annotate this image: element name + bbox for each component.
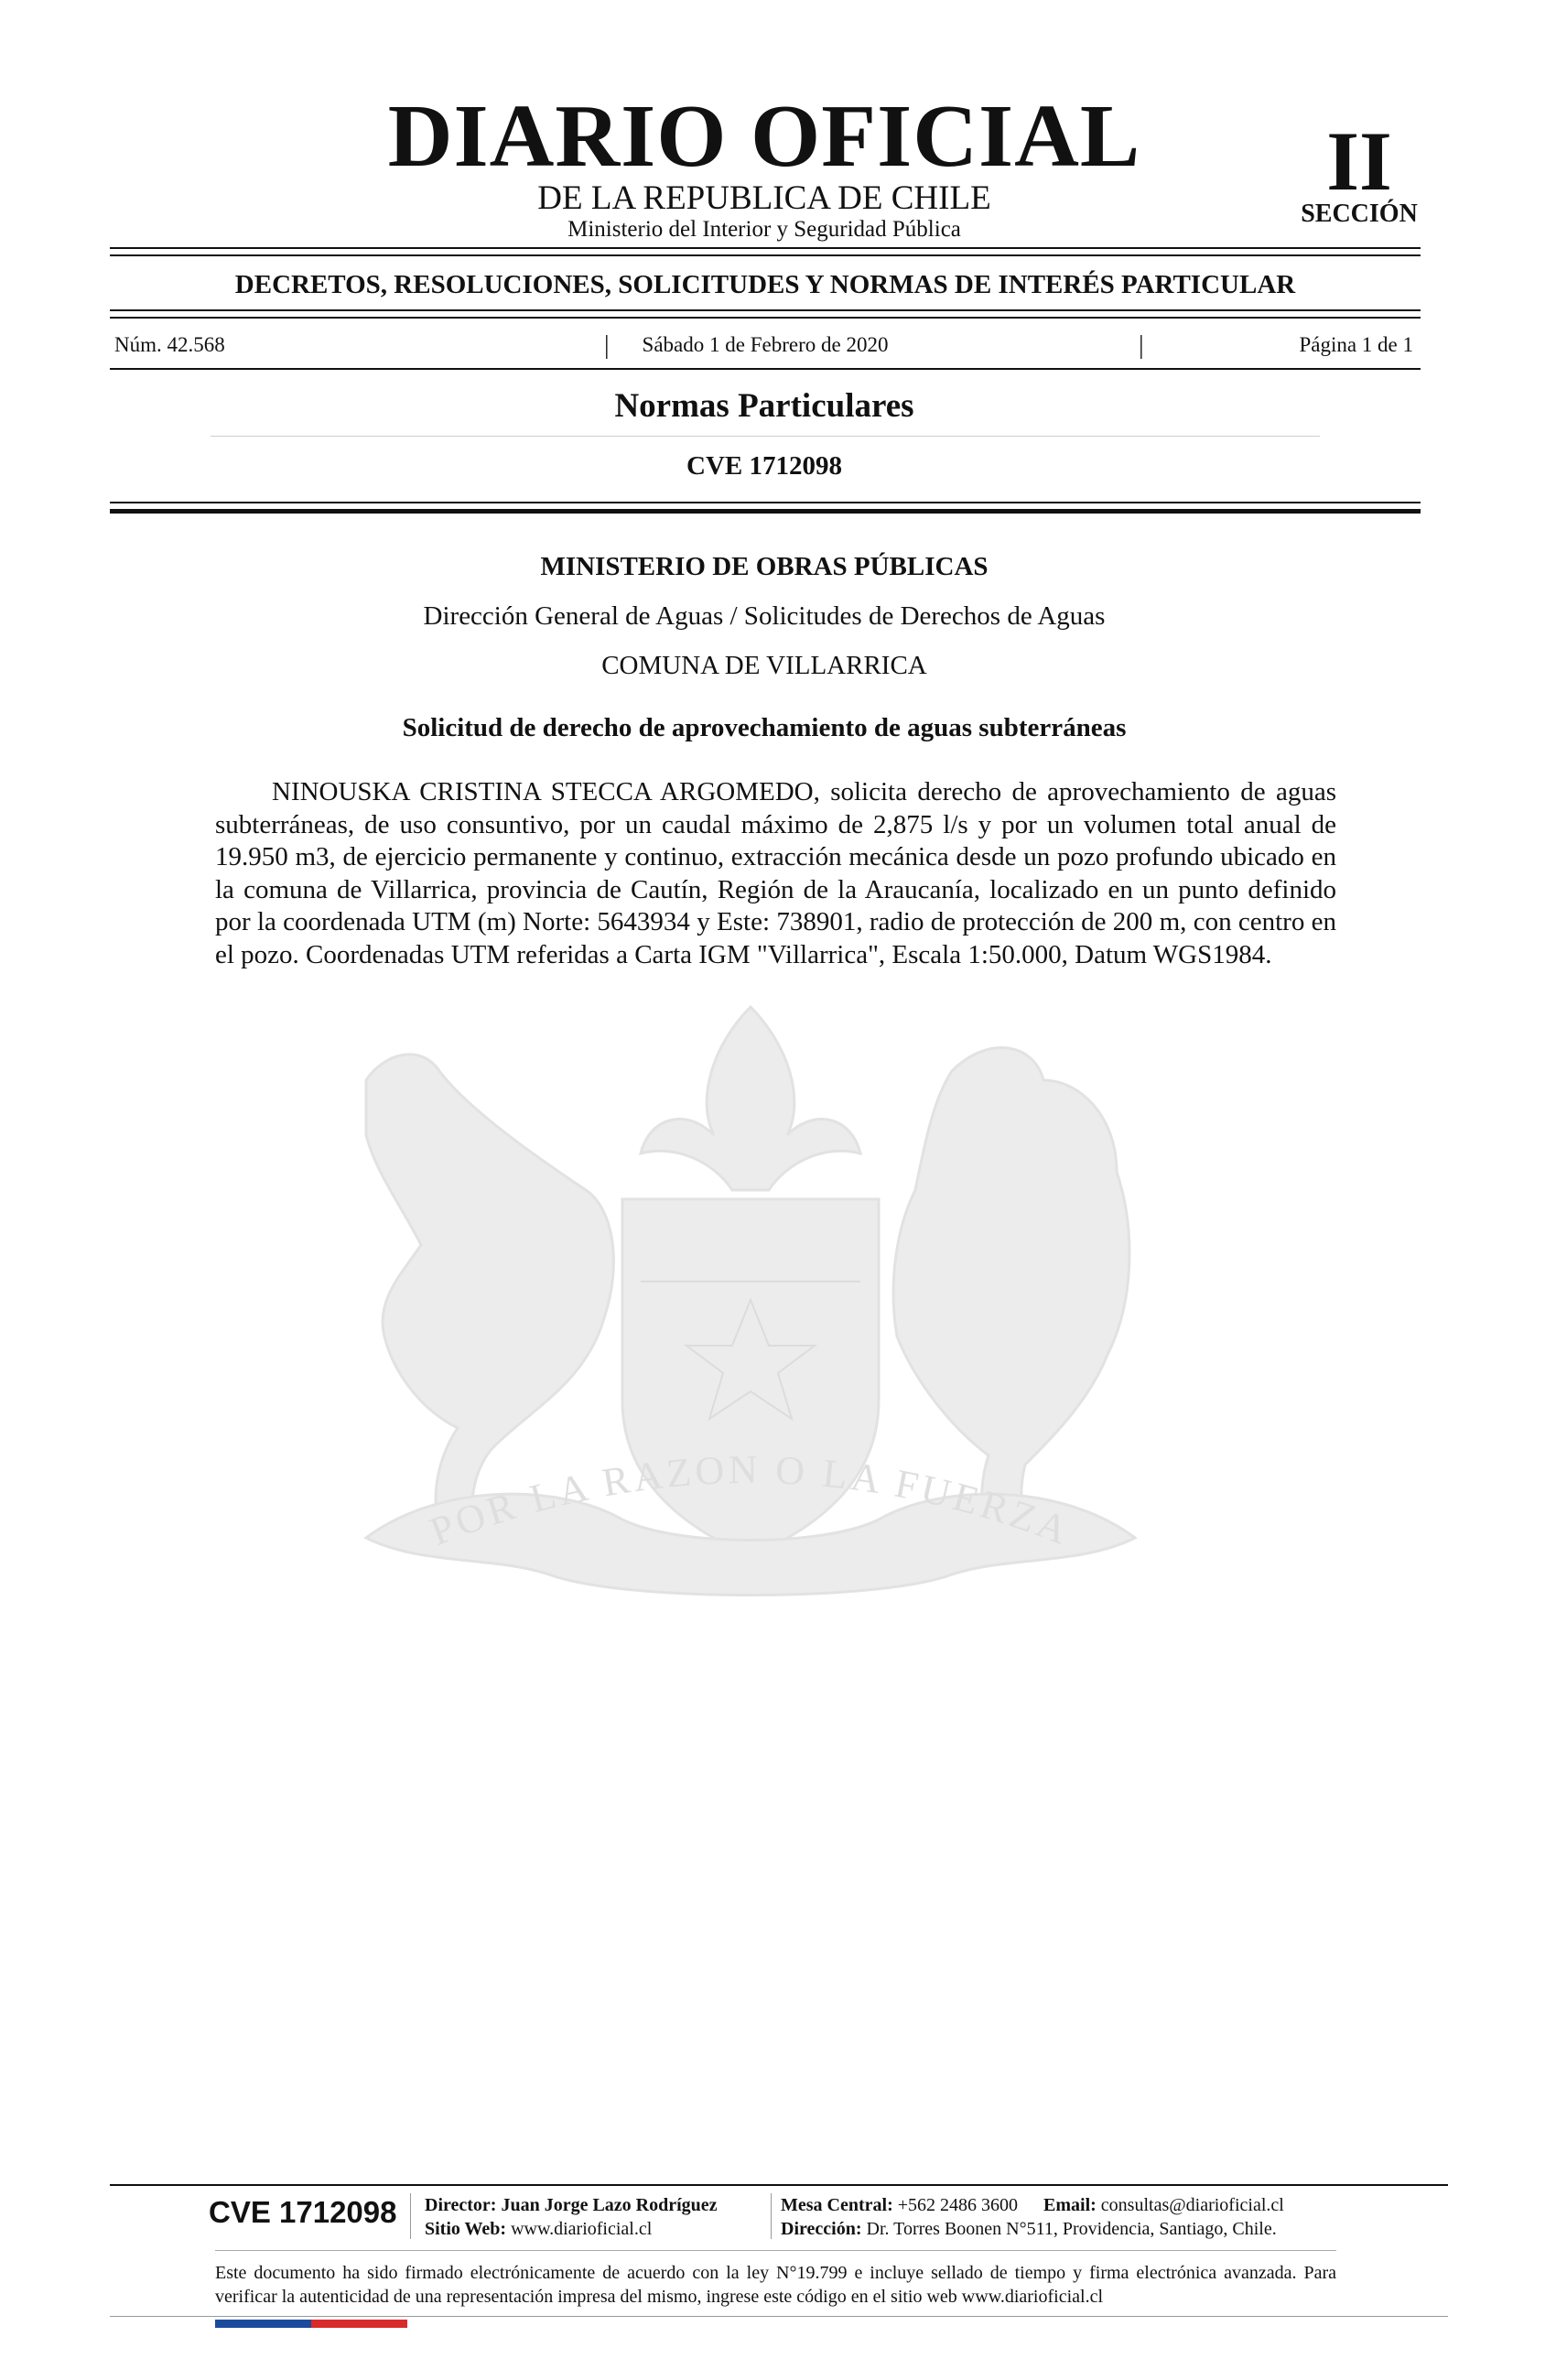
info-separator: |: [1139, 331, 1144, 360]
section-heading: DECRETOS, RESOLUCIONES, SOLICITUDES Y NORMAS DE INTERÉS PARTICULAR: [234, 270, 1296, 299]
divider: [110, 309, 1421, 311]
divider: [110, 509, 1421, 514]
director-name: Juan Jorge Lazo Rodríguez: [501, 2195, 718, 2215]
divider: [110, 502, 1421, 503]
divider: [110, 247, 1421, 249]
email-link[interactable]: consultas@diarioficial.cl: [1100, 2195, 1284, 2215]
footer-separator: [771, 2193, 772, 2239]
footer-legal-notice: Este documento ha sido firmado electrónicamente de acuerdo con la ley N°19.799 e incluye sellado de tiempo y firma electrónica avanzada. Para verificar la autenticidad de una representación impresa del mismo, ingrese este código en el sitio web www.diarioficial.cl: [215, 2263, 1336, 2307]
section-number: II: [1326, 114, 1392, 208]
website-link[interactable]: www.diarioficial.cl: [511, 2219, 653, 2239]
document-subject: Solicitud de derecho de aprovechamiento de aguas subterráneas: [402, 713, 1127, 742]
email-label: Email:: [1043, 2195, 1097, 2215]
page-indicator: Página 1 de 1: [1299, 333, 1413, 356]
divider: [211, 436, 1320, 437]
phone-label: Mesa Central:: [781, 2195, 893, 2215]
document-direction: Dirección General de Aguas / Solicitudes de Derechos de Aguas: [423, 601, 1106, 631]
footer-divider: [215, 2250, 1336, 2251]
divider: [110, 254, 1421, 256]
flag-blue-segment: [215, 2320, 311, 2328]
section-label: SECCIÓN: [1301, 200, 1418, 228]
category-title: Normas Particulares: [614, 387, 914, 425]
divider: [110, 368, 1421, 370]
masthead-subtitle: DE LA REPUBLICA DE CHILE: [537, 179, 991, 217]
flag-stripe: [215, 2320, 407, 2328]
issue-number: Núm. 42.568: [114, 333, 225, 356]
website-label: Sitio Web:: [425, 2219, 507, 2239]
footer-separator: [410, 2193, 411, 2239]
director-label: Director:: [425, 2195, 497, 2215]
divider: [110, 317, 1421, 319]
footer-director-block: [425, 2193, 718, 2241]
masthead-title: DIARIO OFICIAL: [387, 87, 1141, 186]
issue-date: Sábado 1 de Febrero de 2020: [642, 333, 889, 356]
cve-heading: CVE 1712098: [686, 451, 842, 481]
document-ministry: MINISTERIO DE OBRAS PÚBLICAS: [540, 552, 989, 581]
document-body: NINOUSKA CRISTINA STECCA ARGOMEDO, solicita derecho de aprovechamiento de aguas subterráneas, de uso consuntivo, por un caudal máximo de 2,875 l/s y por un volumen total anual de 19.950 m3, de ejercicio permanente y continuo, extracción mecánica desde un pozo profundo ubicado en la comuna de Villarrica, provincia de Cautín, Región de la Araucanía, localizado en un punto definido por la coordenada UTM (m) Norte: 5643934 y Este: 738901, radio de protección de 200 m, con centro en el pozo. Coordenadas UTM referidas a Carta IGM "Villarrica", Escala 1:50.000, Datum WGS1984.: [215, 777, 1336, 969]
info-separator: |: [604, 331, 610, 360]
footer-cve: CVE 1712098: [209, 2195, 397, 2229]
document-commune: COMUNA DE VILLARRICA: [601, 651, 927, 680]
info-bar: [110, 333, 1421, 362]
address-text: Dr. Torres Boonen N°511, Providencia, Santiago, Chile.: [866, 2219, 1277, 2239]
masthead-ministry: Ministerio del Interior y Seguridad Pública: [567, 217, 961, 242]
footer-divider: [110, 2316, 1448, 2317]
footer-divider: [110, 2184, 1448, 2186]
coat-of-arms-icon: [256, 970, 1245, 1666]
phone-number: +562 2486 3600: [897, 2195, 1019, 2215]
watermark-motto: POR LA RAZON O LA FUERZA: [424, 1446, 1077, 1554]
flag-red-segment: [311, 2320, 407, 2328]
footer-contact-block: [781, 2193, 1284, 2241]
address-label: Dirección:: [781, 2219, 862, 2239]
